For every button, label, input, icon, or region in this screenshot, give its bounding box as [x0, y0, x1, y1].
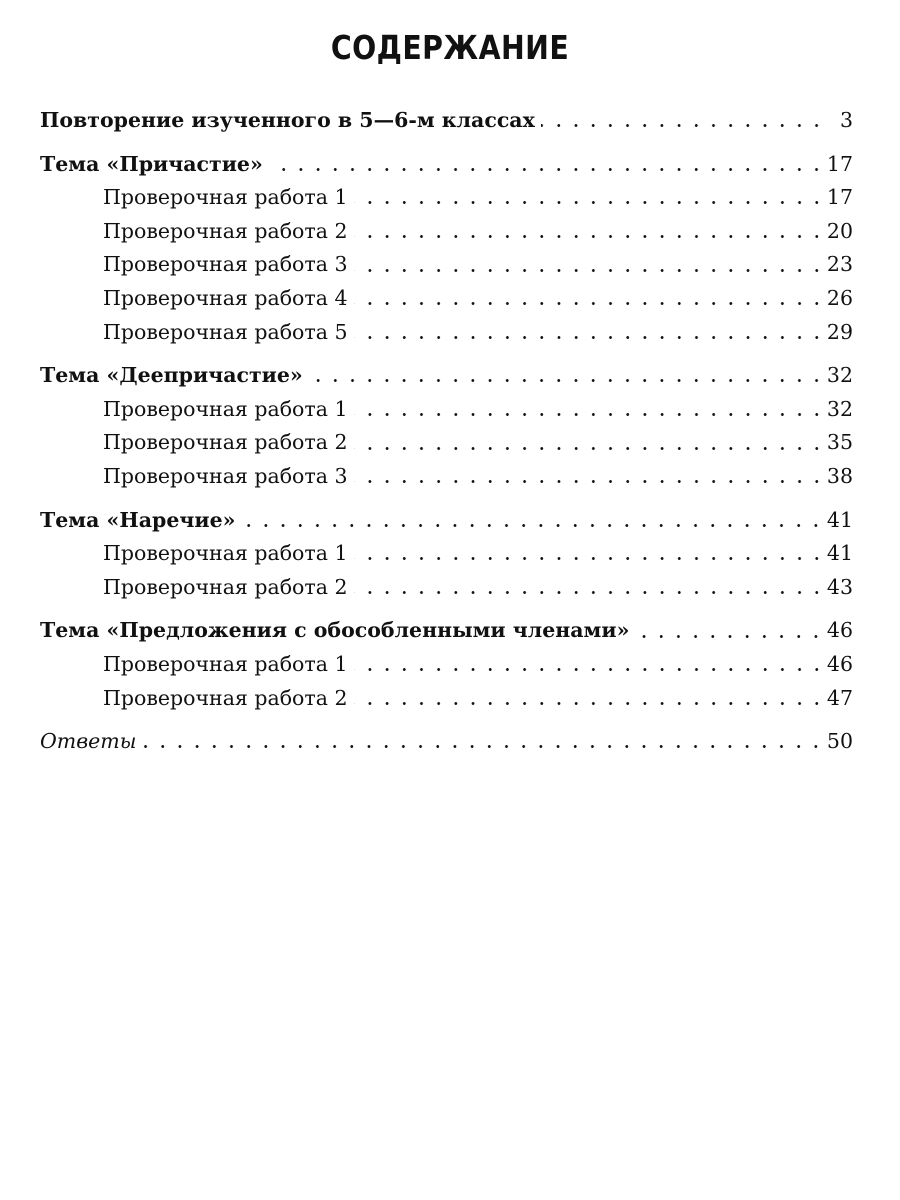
dot-leader: [354, 336, 825, 339]
toc-entry-page: 43: [826, 574, 853, 599]
toc-entry-page: 17: [826, 151, 853, 176]
dot-leader: [241, 524, 824, 527]
toc-entry: [40, 282, 853, 316]
dot-leader: [354, 557, 825, 560]
table-of-contents: [40, 104, 853, 759]
dot-leader: [309, 379, 825, 382]
toc-entry: [40, 537, 853, 571]
toc-entry-page: 50: [826, 729, 853, 754]
toc-entry-label: Проверочная работа 1: [103, 396, 348, 421]
dot-leader: [354, 591, 825, 594]
dot-leader: [142, 745, 824, 748]
toc-entry: [40, 181, 853, 215]
toc-entry: [40, 426, 853, 460]
toc-entry-page: 32: [826, 363, 853, 388]
toc-entry: [40, 648, 853, 682]
toc-entry: [40, 148, 853, 182]
toc-entry-page: 32: [826, 396, 853, 421]
toc-entry: [40, 682, 853, 716]
toc-entry-label: Повторение изученного в 5—6-м классах: [40, 108, 535, 132]
toc-entry: [40, 248, 853, 282]
toc-entry-label: Проверочная работа 2: [103, 430, 348, 455]
toc-entry-page: 47: [826, 685, 853, 710]
toc-entry-page: 35: [826, 430, 853, 455]
dot-leader: [354, 668, 825, 671]
toc-entry: [40, 504, 853, 538]
toc-entry-page: 26: [826, 285, 853, 310]
toc-entry: [40, 725, 853, 759]
toc-entry-label: Проверочная работа 2: [103, 218, 348, 243]
toc-entry-page: 41: [826, 507, 853, 532]
toc-entry-label: Проверочная работа 2: [103, 685, 348, 710]
toc-entry-page: 20: [826, 218, 853, 243]
toc-entry-label: Ответы: [40, 729, 137, 754]
dot-leader: [354, 269, 825, 272]
toc-entry-page: 23: [826, 252, 853, 277]
dot-leader: [354, 235, 825, 238]
dot-leader: [635, 635, 825, 638]
toc-entry: [40, 393, 853, 427]
toc-entry: [40, 104, 853, 138]
toc-entry-page: 46: [826, 651, 853, 676]
toc-entry-label: Проверочная работа 1: [103, 651, 348, 676]
toc-entry-label: Проверочная работа 2: [103, 574, 348, 599]
toc-entry: [40, 614, 853, 648]
toc-entry: [40, 316, 853, 350]
dot-leader: [269, 168, 825, 171]
toc-entry-page: 17: [826, 185, 853, 210]
toc-entry-label: Проверочная работа 4: [103, 285, 348, 310]
toc-entry-label: Тема «Предложения с обособленными членами»: [40, 618, 630, 643]
toc-entry-label: Проверочная работа 3: [103, 463, 348, 488]
dot-leader: [541, 124, 825, 127]
page-title: СОДЕРЖАНИЕ: [330, 28, 570, 67]
toc-entry-page: 29: [826, 319, 853, 344]
toc-entry-label: Проверочная работа 5: [103, 319, 348, 344]
toc-entry-label: Проверочная работа 1: [103, 185, 348, 210]
toc-entry-page: 41: [826, 541, 853, 566]
toc-entry-page: 46: [826, 618, 853, 643]
toc-entry: [40, 460, 853, 494]
toc-entry-page: 3: [839, 108, 853, 132]
toc-entry: [40, 215, 853, 249]
toc-entry-label: Проверочная работа 3: [103, 252, 348, 277]
dot-leader: [354, 480, 825, 483]
toc-entry-label: Проверочная работа 1: [103, 541, 348, 566]
toc-entry-page: 38: [826, 463, 853, 488]
dot-leader: [354, 413, 825, 416]
dot-leader: [354, 201, 825, 204]
dot-leader: [354, 447, 825, 450]
toc-entry-label: Тема «Причастие»: [40, 151, 263, 176]
toc-entry: [40, 359, 853, 393]
toc-entry: [40, 571, 853, 605]
dot-leader: [354, 302, 825, 305]
toc-entry-label: Тема «Деепричастие»: [40, 363, 303, 388]
dot-leader: [354, 702, 825, 705]
toc-entry-label: Тема «Наречие»: [40, 507, 236, 532]
